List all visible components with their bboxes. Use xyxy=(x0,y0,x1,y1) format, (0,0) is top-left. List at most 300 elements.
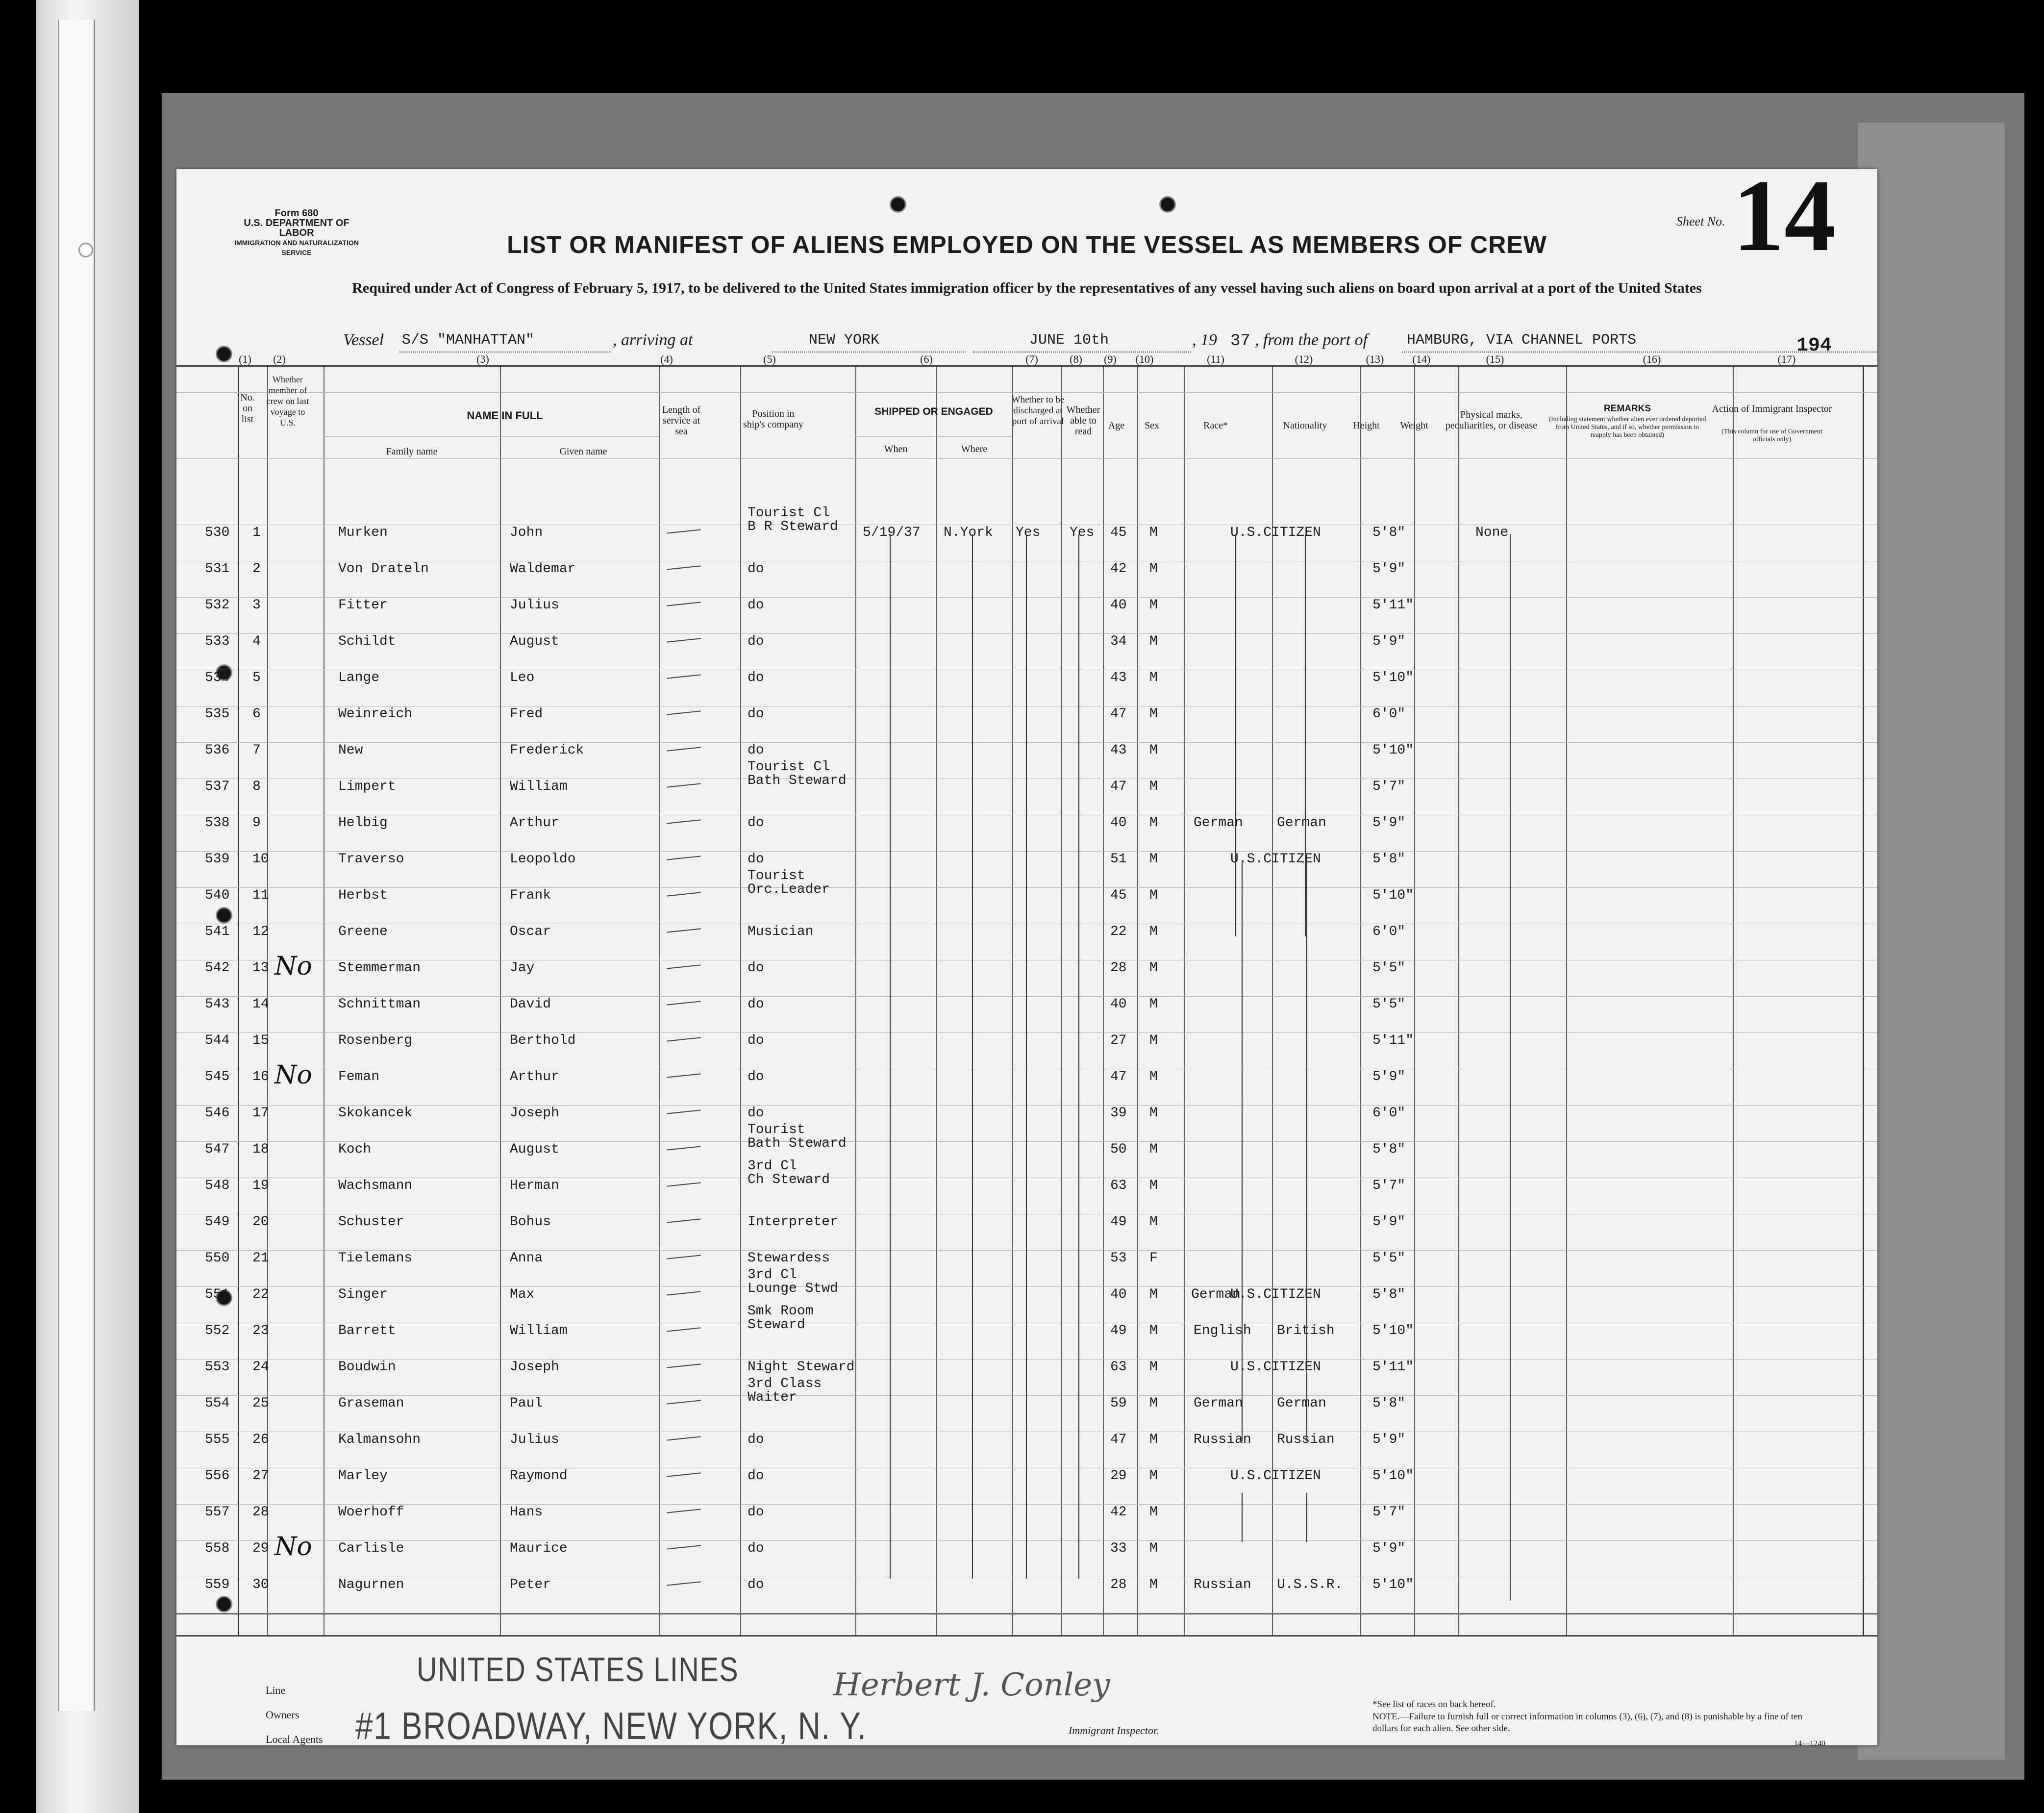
header-family-name: Family name xyxy=(386,446,438,457)
cell-position: do xyxy=(748,1577,764,1592)
line-stamp: UNITED STATES LINES xyxy=(417,1650,739,1688)
cell-nationality: U.S.CITIZEN xyxy=(1230,852,1321,867)
cell-family: Rosenberg xyxy=(338,1033,413,1048)
ditto-line xyxy=(1026,534,1027,1579)
cell-position: do xyxy=(748,852,764,867)
cell-seq: 535 xyxy=(205,706,230,722)
header-weight: Weight xyxy=(1400,420,1428,431)
header-no-on-list: No. on list xyxy=(240,392,255,425)
column-rule xyxy=(740,365,741,1635)
cell-last: No xyxy=(274,952,312,981)
column-number: (5) xyxy=(763,353,776,365)
department-name: U.S. DEPARTMENT OF LABOR xyxy=(244,218,349,238)
cell-family: Tielemans xyxy=(338,1251,413,1266)
cell-family: Herbst xyxy=(338,888,388,903)
cell-sex: M xyxy=(1149,997,1158,1012)
cell-position: do xyxy=(748,634,764,649)
form-number: Form 680 xyxy=(274,208,319,219)
vessel-name: S/S "MANHATTAN" xyxy=(402,332,535,349)
column-rule xyxy=(1184,365,1185,1635)
cell-family: Koch xyxy=(338,1142,372,1157)
cell-no: 25 xyxy=(252,1396,269,1411)
cell-sex: F xyxy=(1149,1251,1158,1266)
cell-given: August xyxy=(510,1142,559,1157)
cell-family: Marley xyxy=(338,1468,388,1484)
cell-height: 5'11" xyxy=(1372,1033,1414,1048)
cell-height: 5'9" xyxy=(1372,1214,1406,1230)
row-rule xyxy=(176,1286,1877,1287)
cell-no: 2 xyxy=(252,561,261,577)
cell-sex: M xyxy=(1149,852,1158,867)
cell-age: 47 xyxy=(1110,1069,1127,1084)
cell-position-line: Smk Room xyxy=(748,1304,814,1319)
row-rule xyxy=(176,1504,1877,1505)
cell-seq: 553 xyxy=(205,1360,230,1375)
cell-family: Traverso xyxy=(338,852,404,867)
cell-sex: M xyxy=(1149,634,1158,649)
cell-nationality: German xyxy=(1277,815,1326,831)
cell-seq: 541 xyxy=(205,924,230,939)
form-code: 14—1240 xyxy=(1794,1739,1825,1748)
column-number: (15) xyxy=(1486,353,1504,365)
cell-family: Schildt xyxy=(338,634,396,649)
cell-age: 49 xyxy=(1110,1323,1127,1338)
cell-position: do xyxy=(748,997,764,1012)
cell-read: Yes xyxy=(1070,525,1095,540)
cell-family: Woerhoff xyxy=(338,1505,404,1520)
cell-age: 63 xyxy=(1110,1360,1127,1375)
form-subtitle: Required under Act of Congress of February 5, 1917, to be delivered to the United States immigration officer by the representatives of any vessel having such aliens on board upon arrival at a port of the United States xyxy=(352,280,1702,296)
header-action-note: (This column for use of Government officials only) xyxy=(1721,428,1822,443)
cell-given: John xyxy=(510,525,543,540)
cell-given: Berthold xyxy=(510,1033,576,1048)
cell-position: do xyxy=(748,1432,764,1447)
cell-family: Graseman xyxy=(338,1396,404,1411)
cell-given: Leopoldo xyxy=(510,852,576,867)
cell-height: 5'5" xyxy=(1372,1251,1406,1266)
cell-nationality: U.S.CITIZEN xyxy=(1230,1468,1321,1484)
cell-race: Russian xyxy=(1194,1577,1251,1592)
column-rule xyxy=(1863,365,1864,1635)
cell-position: do xyxy=(748,815,764,831)
cell-position: do xyxy=(748,960,764,976)
cell-sex: M xyxy=(1149,1323,1158,1338)
cell-height: 5'5" xyxy=(1372,960,1406,976)
cell-given: Joseph xyxy=(510,1360,559,1375)
cell-no: 5 xyxy=(252,670,261,685)
cell-race: English xyxy=(1194,1323,1251,1338)
cell-no: 8 xyxy=(252,779,261,794)
cell-family: Nagurnen xyxy=(338,1577,404,1592)
cell-age: 40 xyxy=(1110,997,1127,1012)
cell-given: Jay xyxy=(510,960,535,976)
cell-age: 45 xyxy=(1110,888,1127,903)
cell-given: Frederick xyxy=(510,743,584,758)
cell-given: Anna xyxy=(510,1251,543,1266)
column-number: (6) xyxy=(920,353,933,365)
ditto-line xyxy=(1306,1493,1307,1542)
column-rule xyxy=(1103,365,1104,1635)
cell-position xyxy=(748,760,847,788)
cell-sex: M xyxy=(1149,1142,1158,1157)
page-number: 194 xyxy=(1796,335,1832,357)
header-given-name: Given name xyxy=(559,446,607,457)
cell-age: 34 xyxy=(1110,634,1127,649)
cell-seq: 555 xyxy=(205,1432,230,1447)
cell-age: 42 xyxy=(1110,561,1127,577)
cell-no: 19 xyxy=(252,1178,269,1193)
cell-sex: M xyxy=(1149,1468,1158,1484)
cell-height: 5'10" xyxy=(1372,1468,1414,1484)
cell-age: 63 xyxy=(1110,1178,1127,1193)
cell-position-line: Tourist Cl xyxy=(748,759,830,775)
cell-seq: 533 xyxy=(205,634,230,649)
cell-seq: 530 xyxy=(205,525,230,540)
cell-sex: M xyxy=(1149,670,1158,685)
cell-height: 5'8" xyxy=(1372,525,1406,540)
underline xyxy=(973,352,1191,353)
cell-family: Lange xyxy=(338,670,380,685)
cell-seq: 532 xyxy=(205,598,230,613)
column-number: (2) xyxy=(273,353,286,365)
cell-no: 9 xyxy=(252,815,261,831)
row-rule xyxy=(176,851,1877,852)
cell-family: Kalmansohn xyxy=(338,1432,421,1447)
cell-height: 5'9" xyxy=(1372,561,1406,577)
cell-position xyxy=(748,1268,838,1296)
cell-no: 4 xyxy=(252,634,261,649)
cell-no: 12 xyxy=(252,924,269,939)
column-number: (16) xyxy=(1643,353,1661,365)
cell-sex: M xyxy=(1149,1033,1158,1048)
cell-position-line: Bath Steward xyxy=(748,1136,847,1151)
cell-height: 5'10" xyxy=(1372,1323,1414,1338)
cell-sex: M xyxy=(1149,815,1158,831)
row-rule xyxy=(176,458,1877,459)
races-note: *See list of races on back hereof. xyxy=(1372,1699,1496,1710)
cell-given: Raymond xyxy=(510,1468,568,1484)
cell-nationality: U.S.CITIZEN xyxy=(1230,1287,1321,1302)
cell-nationality: U.S.CITIZEN xyxy=(1230,1360,1321,1375)
ditto-line xyxy=(1305,534,1306,936)
column-number: (12) xyxy=(1295,353,1313,365)
service-name: IMMIGRATION AND NATURALIZATION SERVICE xyxy=(234,239,359,256)
cell-sex: M xyxy=(1149,779,1158,794)
cell-age: 43 xyxy=(1110,743,1127,758)
cell-sex: M xyxy=(1149,1178,1158,1193)
cell-age: 47 xyxy=(1110,706,1127,722)
cell-no: 23 xyxy=(252,1323,269,1338)
cell-race: German xyxy=(1191,1287,1241,1302)
cell-age: 40 xyxy=(1110,815,1127,831)
column-number: (3) xyxy=(476,353,489,365)
cell-where: N.York xyxy=(944,525,993,540)
cell-height: 5'8" xyxy=(1372,1396,1406,1411)
cell-position-line: Tourist Cl xyxy=(748,505,830,521)
row-rule xyxy=(176,1105,1877,1106)
cell-seq: 540 xyxy=(205,888,230,903)
column-rule xyxy=(1733,365,1734,1635)
cell-age: 40 xyxy=(1110,598,1127,613)
cell-height: 5'9" xyxy=(1372,1069,1406,1084)
punch-hole xyxy=(890,196,906,213)
cell-given: Arthur xyxy=(510,1069,559,1084)
cell-race: Russian xyxy=(1194,1432,1251,1447)
cell-height: 5'7" xyxy=(1372,1178,1406,1193)
cell-position: do xyxy=(748,1468,764,1484)
cell-family: Barrett xyxy=(338,1323,396,1338)
column-rule xyxy=(1458,365,1459,1635)
column-number: (17) xyxy=(1777,353,1796,365)
header-name-in-full: NAME IN FULL xyxy=(467,409,543,422)
cell-position-line: Orc.Leader xyxy=(748,882,830,897)
cell-sex: M xyxy=(1149,1396,1158,1411)
cell-given: Bohus xyxy=(510,1214,551,1230)
binder-tab xyxy=(58,20,95,1711)
cell-family: Weinreich xyxy=(338,706,413,722)
header-height: Height xyxy=(1353,420,1380,431)
cell-given: Maurice xyxy=(510,1541,568,1556)
ditto-line xyxy=(1510,534,1511,1601)
cell-nationality: British xyxy=(1277,1323,1335,1338)
cell-no: 1 xyxy=(252,525,261,540)
vessel-line xyxy=(176,331,1877,355)
cell-family: Singer xyxy=(338,1287,388,1302)
cell-age: 47 xyxy=(1110,779,1127,794)
underline xyxy=(772,352,966,353)
vessel-label: Vessel xyxy=(343,331,384,349)
header-rule xyxy=(324,436,659,437)
cell-nationality: German xyxy=(1277,1396,1326,1411)
cell-age: 49 xyxy=(1110,1214,1127,1230)
cell-position-line: Tourist xyxy=(748,868,805,883)
cell-seq: 543 xyxy=(205,997,230,1012)
cell-seq: 556 xyxy=(205,1468,230,1484)
cell-no: 21 xyxy=(252,1251,269,1266)
cell-age: 47 xyxy=(1110,1432,1127,1447)
cell-height: 6'0" xyxy=(1372,924,1406,939)
inspector-signature: Herbert J. Conley xyxy=(833,1667,1110,1703)
column-number: (8) xyxy=(1070,353,1082,365)
cell-sex: M xyxy=(1149,525,1158,540)
column-rule xyxy=(1272,365,1273,1635)
from-label: , from the port of xyxy=(1255,331,1368,349)
cell-position xyxy=(748,1377,822,1405)
cell-position: Interpreter xyxy=(748,1214,838,1230)
cell-family: New xyxy=(338,743,363,758)
cell-position-line: 3rd Cl xyxy=(748,1158,797,1174)
cell-position: Musician xyxy=(748,924,814,939)
cell-height: 5'8" xyxy=(1372,852,1406,867)
cell-height: 6'0" xyxy=(1372,1106,1406,1121)
cell-height: 5'11" xyxy=(1372,598,1414,613)
column-number: (13) xyxy=(1366,353,1384,365)
cell-height: 5'10" xyxy=(1372,888,1414,903)
cell-position: do xyxy=(748,1033,764,1048)
column-rule xyxy=(1061,365,1062,1635)
cell-nationality: U.S.S.R. xyxy=(1277,1577,1343,1592)
cell-position-line: Steward xyxy=(748,1317,805,1333)
cell-position: do xyxy=(748,598,764,613)
cell-last: No xyxy=(274,1060,312,1090)
header-remarks-note: (Including statement whether alien ever ordered deported from United States, and if so, whether permission to reapply has been obtained) xyxy=(1548,416,1706,439)
row-rule xyxy=(176,633,1877,634)
cell-no: 7 xyxy=(252,743,261,758)
header-physical-marks: Physical marks, peculiarities, or disease xyxy=(1445,409,1538,431)
cell-seq: 554 xyxy=(205,1396,230,1411)
cell-seq: 531 xyxy=(205,561,230,577)
cell-seq: 559 xyxy=(205,1577,230,1592)
column-rule xyxy=(936,365,937,1635)
cell-age: 43 xyxy=(1110,670,1127,685)
header-nationality: Nationality xyxy=(1283,420,1327,431)
cell-age: 40 xyxy=(1110,1287,1127,1302)
cell-age: 28 xyxy=(1110,1577,1127,1592)
cell-height: 5'11" xyxy=(1372,1360,1414,1375)
cell-seq: 550 xyxy=(205,1251,230,1266)
cell-given: Waldemar xyxy=(510,561,576,577)
manifest-grid xyxy=(176,365,1877,1635)
arriving-port: NEW YORK xyxy=(809,332,880,349)
backing-board-edge xyxy=(1858,123,2005,1760)
penalty-note: NOTE.—Failure to furnish full or correct information in columns (3), (6), (7), and (8) is punishable by a fine of ten dollars for each alien. See other side. xyxy=(1372,1712,1802,1734)
cell-no: 10 xyxy=(252,852,269,867)
cell-position: do xyxy=(748,1505,764,1520)
cell-position-line: Tourist xyxy=(748,1122,805,1137)
cell-no: 29 xyxy=(252,1541,269,1556)
cell-given: Frank xyxy=(510,888,551,903)
ditto-line xyxy=(890,534,891,1579)
cell-given: Oscar xyxy=(510,924,551,939)
cell-sex: M xyxy=(1149,743,1158,758)
cell-given: David xyxy=(510,997,551,1012)
cell-no: 27 xyxy=(252,1468,269,1484)
cell-seq: 548 xyxy=(205,1178,230,1193)
cell-seq: 536 xyxy=(205,743,230,758)
cell-given: William xyxy=(510,1323,568,1338)
cell-given: Max xyxy=(510,1287,535,1302)
form-title: LIST OR MANIFEST OF ALIENS EMPLOYED ON THE VESSEL AS MEMBERS OF CREW xyxy=(507,231,1547,258)
cell-seq: 544 xyxy=(205,1033,230,1048)
header-remarks: REMARKS xyxy=(1603,403,1651,414)
header-sex: Sex xyxy=(1145,420,1159,431)
cell-family: Stemmerman xyxy=(338,960,421,976)
column-number: (4) xyxy=(660,353,673,365)
column-number: (9) xyxy=(1104,353,1117,365)
cell-given: Joseph xyxy=(510,1106,559,1121)
cell-last: No xyxy=(274,1532,312,1561)
cell-nationality: Russian xyxy=(1277,1432,1335,1447)
cell-given: Hans xyxy=(510,1505,543,1520)
column-rule xyxy=(1360,365,1361,1635)
ditto-line xyxy=(972,534,973,1579)
header-action: Action of Immigrant Inspector xyxy=(1712,403,1832,414)
cell-sex: M xyxy=(1149,888,1158,903)
inspector-label: Immigrant Inspector. xyxy=(1069,1724,1159,1737)
row-rule xyxy=(176,1540,1877,1541)
header-able-to-read: Whether able to read xyxy=(1066,404,1100,437)
row-rule xyxy=(176,996,1877,997)
cell-no: 24 xyxy=(252,1360,269,1375)
cell-family: Greene xyxy=(338,924,388,939)
cell-age: 53 xyxy=(1110,1251,1127,1266)
cell-given: Peter xyxy=(510,1577,551,1592)
cell-race: German xyxy=(1194,1396,1243,1411)
cell-height: 5'8" xyxy=(1372,1287,1406,1302)
header-when: When xyxy=(884,444,908,454)
departure-port: HAMBURG, VIA CHANNEL PORTS xyxy=(1407,332,1637,349)
cell-no: 15 xyxy=(252,1033,269,1048)
cell-seq: 547 xyxy=(205,1142,230,1157)
cell-no: 16 xyxy=(252,1069,269,1084)
cell-family: Boudwin xyxy=(338,1360,396,1375)
cell-no: 13 xyxy=(252,960,269,976)
header-age: Age xyxy=(1108,420,1125,431)
cell-age: 42 xyxy=(1110,1505,1127,1520)
cell-marks: None xyxy=(1475,525,1509,540)
cell-age: 28 xyxy=(1110,960,1127,976)
ditto-line xyxy=(1306,860,1307,1441)
cell-sex: M xyxy=(1149,561,1158,577)
cell-no: 20 xyxy=(252,1214,269,1230)
column-rule xyxy=(500,365,501,1635)
cell-position: Stewardess xyxy=(748,1251,830,1266)
binder-hole xyxy=(78,243,93,257)
cell-sex: M xyxy=(1149,960,1158,976)
ditto-line xyxy=(1242,1493,1243,1542)
row-rule xyxy=(176,1141,1877,1142)
arrival-date: JUNE 10th xyxy=(1029,332,1109,349)
cell-seq: 542 xyxy=(205,960,230,976)
cell-given: Paul xyxy=(510,1396,543,1411)
cell-height: 5'9" xyxy=(1372,815,1406,831)
cell-sex: M xyxy=(1149,598,1158,613)
cell-seq: 539 xyxy=(205,852,230,867)
underline xyxy=(399,352,610,353)
cell-position: do xyxy=(748,706,764,722)
cell-height: 5'10" xyxy=(1372,743,1414,758)
cell-family: Schuster xyxy=(338,1214,404,1230)
cell-no: 18 xyxy=(252,1142,269,1157)
header-shipped: SHIPPED OR ENGAGED xyxy=(874,406,993,417)
cell-position xyxy=(748,506,838,534)
column-number: (11) xyxy=(1207,353,1224,365)
cell-height: 5'9" xyxy=(1372,634,1406,649)
header-rule xyxy=(855,436,1012,437)
cell-no: 14 xyxy=(252,997,269,1012)
cell-race: German xyxy=(1194,815,1243,831)
header-race: Race* xyxy=(1203,420,1228,431)
cell-no: 28 xyxy=(252,1505,269,1520)
cell-family: Schnittman xyxy=(338,997,421,1012)
cell-position-line: Waiter xyxy=(748,1390,797,1405)
cell-position: do xyxy=(748,1069,764,1084)
arrival-year: 37 xyxy=(1230,332,1250,351)
row-rule xyxy=(176,392,1877,393)
ditto-line xyxy=(1242,860,1243,1441)
cell-sex: M xyxy=(1149,1432,1158,1447)
cell-seq: 552 xyxy=(205,1323,230,1338)
cell-given: Fred xyxy=(510,706,543,722)
cell-no: 3 xyxy=(252,598,261,613)
cell-position: Night Steward xyxy=(748,1360,855,1375)
cell-age: 50 xyxy=(1110,1142,1127,1157)
cell-position: do xyxy=(748,1106,764,1121)
ditto-line xyxy=(1235,534,1236,936)
cell-sex: M xyxy=(1149,1541,1158,1556)
column-number: (7) xyxy=(1025,353,1038,365)
sheet-label: Sheet No. xyxy=(1676,214,1725,228)
